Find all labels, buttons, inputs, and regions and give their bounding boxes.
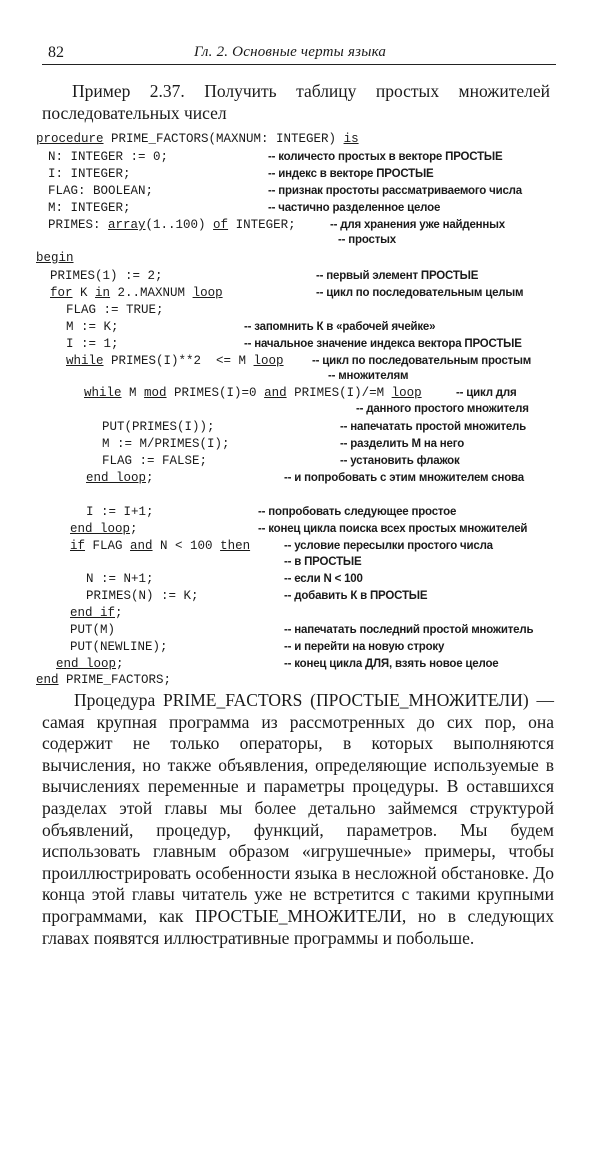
code-keyword: array — [108, 218, 146, 232]
code-comment: -- данного простого множителя — [356, 403, 529, 415]
code-line — [70, 521, 138, 537]
body-paragraph: Процедура PRIME_FACTORS (ПРОСТЫЕ_МНОЖИТЕЛИ) — самая крупная программа из рассмотренных до сих пор, она содержит не только операторы, в которых выполняются вычисления, но также объявления, определяющие используемые в вычислениях переменные и параметры процедуры. В оставшихся разделах этой главы мы более детально займемся структурой объявлений, процедур, функций, параметров. Мы будем использовать главным образом «игрушечные» примеры, чтобы проиллюстрировать особенности языка в несложной обстановке. До конца этой главы читатель уже не встретится с такими крупными программами, как ПРОСТЫЕ_МНОЖИТЕЛИ, но в следующих главах появятся иллюстративные программы и побольше. — [42, 690, 554, 948]
code-comment: -- и попробовать с этим множителем снова — [284, 472, 524, 484]
code-line: PUT(PRIMES(I)); — [102, 420, 215, 434]
code-line: N := N+1; — [86, 572, 154, 586]
code-text: PRIMES(I)**2 <= M — [103, 354, 254, 368]
code-keyword: of — [213, 218, 229, 232]
code-comment: -- добавить К в ПРОСТЫЕ — [284, 590, 428, 602]
code-text: ; — [146, 471, 154, 485]
code-line — [36, 131, 359, 147]
code-comment: -- количесто простых в векторе ПРОСТЫЕ — [268, 151, 503, 163]
code-line — [70, 538, 250, 554]
code-keyword: loop — [192, 286, 223, 300]
code-comment: -- и перейти на новую строку — [284, 641, 445, 653]
code-keyword: end if — [70, 606, 116, 620]
code-line — [70, 605, 123, 621]
code-line: PUT(NEWLINE); — [70, 640, 168, 654]
code-keyword: mod — [144, 386, 167, 400]
code-text: PRIMES: — [48, 218, 109, 232]
code-keyword: and — [264, 386, 287, 400]
code-comment: -- в ПРОСТЫЕ — [284, 556, 362, 568]
code-comment: -- начальное значение индекса вектора ПРОСТЫЕ — [244, 338, 522, 350]
code-comment: -- попробовать следующее простое — [258, 506, 457, 518]
code-line — [36, 250, 74, 266]
code-text: ; — [115, 606, 123, 620]
code-text: INTEGER; — [228, 218, 296, 232]
code-line: M := K; — [66, 320, 119, 334]
code-keyword: end loop — [56, 657, 117, 671]
code-text: ; — [116, 657, 124, 671]
code-text: PRIME_FACTORS; — [58, 673, 172, 687]
code-line: PRIMES(N) := K; — [86, 589, 199, 603]
code-line: PUT(M) — [70, 623, 116, 637]
code-line: FLAG := TRUE; — [66, 303, 164, 317]
running-title: Гл. 2. Основные черты языка — [194, 44, 387, 60]
code-text: 2..MAXNUM — [110, 286, 193, 300]
code-line: M := M/PRIMES(I); — [102, 437, 230, 451]
code-line: FLAG := FALSE; — [102, 454, 208, 468]
code-text: PRIME_FACTORS(MAXNUM: INTEGER) — [103, 132, 344, 146]
code-comment: -- условие пересылки простого числа — [284, 540, 493, 552]
code-text: PRIMES(I)=0 — [166, 386, 265, 400]
code-text: M — [121, 386, 145, 400]
code-text: PRIMES(I)/=M — [286, 386, 392, 400]
code-keyword: loop — [253, 354, 284, 368]
code-line: N: INTEGER := 0; — [48, 150, 169, 164]
code-comment: -- признак простоты рассматриваемого числа — [268, 185, 522, 197]
code-line: I := 1; — [66, 337, 119, 351]
code-line — [86, 470, 154, 486]
code-comment: -- запомнить К в «рабочей ячейке» — [244, 321, 436, 333]
code-line — [66, 353, 284, 369]
code-line — [36, 672, 171, 688]
code-line — [48, 217, 296, 233]
code-text: K — [72, 286, 96, 300]
code-keyword: and — [130, 539, 153, 553]
code-keyword: procedure — [36, 132, 104, 146]
code-comment: -- если N < 100 — [284, 573, 363, 585]
code-line — [56, 656, 124, 672]
code-keyword: if — [70, 539, 86, 553]
code-keyword: while — [84, 386, 122, 400]
code-line: M: INTEGER; — [48, 201, 131, 215]
code-keyword: begin — [36, 251, 74, 265]
code-keyword: for — [50, 286, 73, 300]
code-text: FLAG — [85, 539, 131, 553]
code-comment: -- установить флажок — [340, 455, 460, 467]
code-keyword: end loop — [70, 522, 131, 536]
code-keyword: loop — [391, 386, 422, 400]
code-text: ; — [130, 522, 138, 536]
code-keyword: end — [36, 673, 59, 687]
code-keyword: end loop — [86, 471, 147, 485]
code-comment: -- напечатать простой множитель — [340, 421, 527, 433]
code-line: FLAG: BOOLEAN; — [48, 184, 154, 198]
code-keyword: in — [95, 286, 111, 300]
code-comment: -- простых — [338, 234, 396, 246]
code-line: I := I+1; — [86, 505, 154, 519]
code-text: N < 100 — [152, 539, 221, 553]
code-keyword: while — [66, 354, 104, 368]
page-number: 82 — [48, 44, 64, 61]
code-comment: -- множителям — [328, 370, 409, 382]
code-line: PRIMES(1) := 2; — [50, 269, 163, 283]
code-keyword: is — [343, 132, 359, 146]
code-comment: -- конец цикла ДЛЯ, взять новое целое — [284, 658, 499, 670]
code-comment: -- разделить М на него — [340, 438, 465, 450]
code-comment: -- первый элемент ПРОСТЫЕ — [316, 270, 479, 282]
code-line: I: INTEGER; — [48, 167, 131, 181]
code-line — [84, 385, 422, 401]
code-line — [50, 285, 223, 301]
code-comment: -- цикл по последовательным простым — [312, 355, 532, 367]
code-comment: -- для хранения уже найденных — [330, 219, 505, 231]
code-keyword: then — [220, 539, 251, 553]
code-comment: -- напечатать последний простой множитель — [284, 624, 534, 636]
code-comment: -- конец цикла поиска всех простых множителей — [258, 523, 528, 535]
code-comment: -- цикл для — [456, 387, 517, 399]
example-title: Пример 2.37. Получить таблицу простых множителей последовательных чисел — [42, 81, 550, 123]
code-text: (1..100) — [145, 218, 214, 232]
code-comment: -- частично разделенное целое — [268, 202, 441, 214]
code-comment: -- цикл по последовательным целым — [316, 287, 524, 299]
code-comment: -- индекс в векторе ПРОСТЫЕ — [268, 168, 434, 180]
